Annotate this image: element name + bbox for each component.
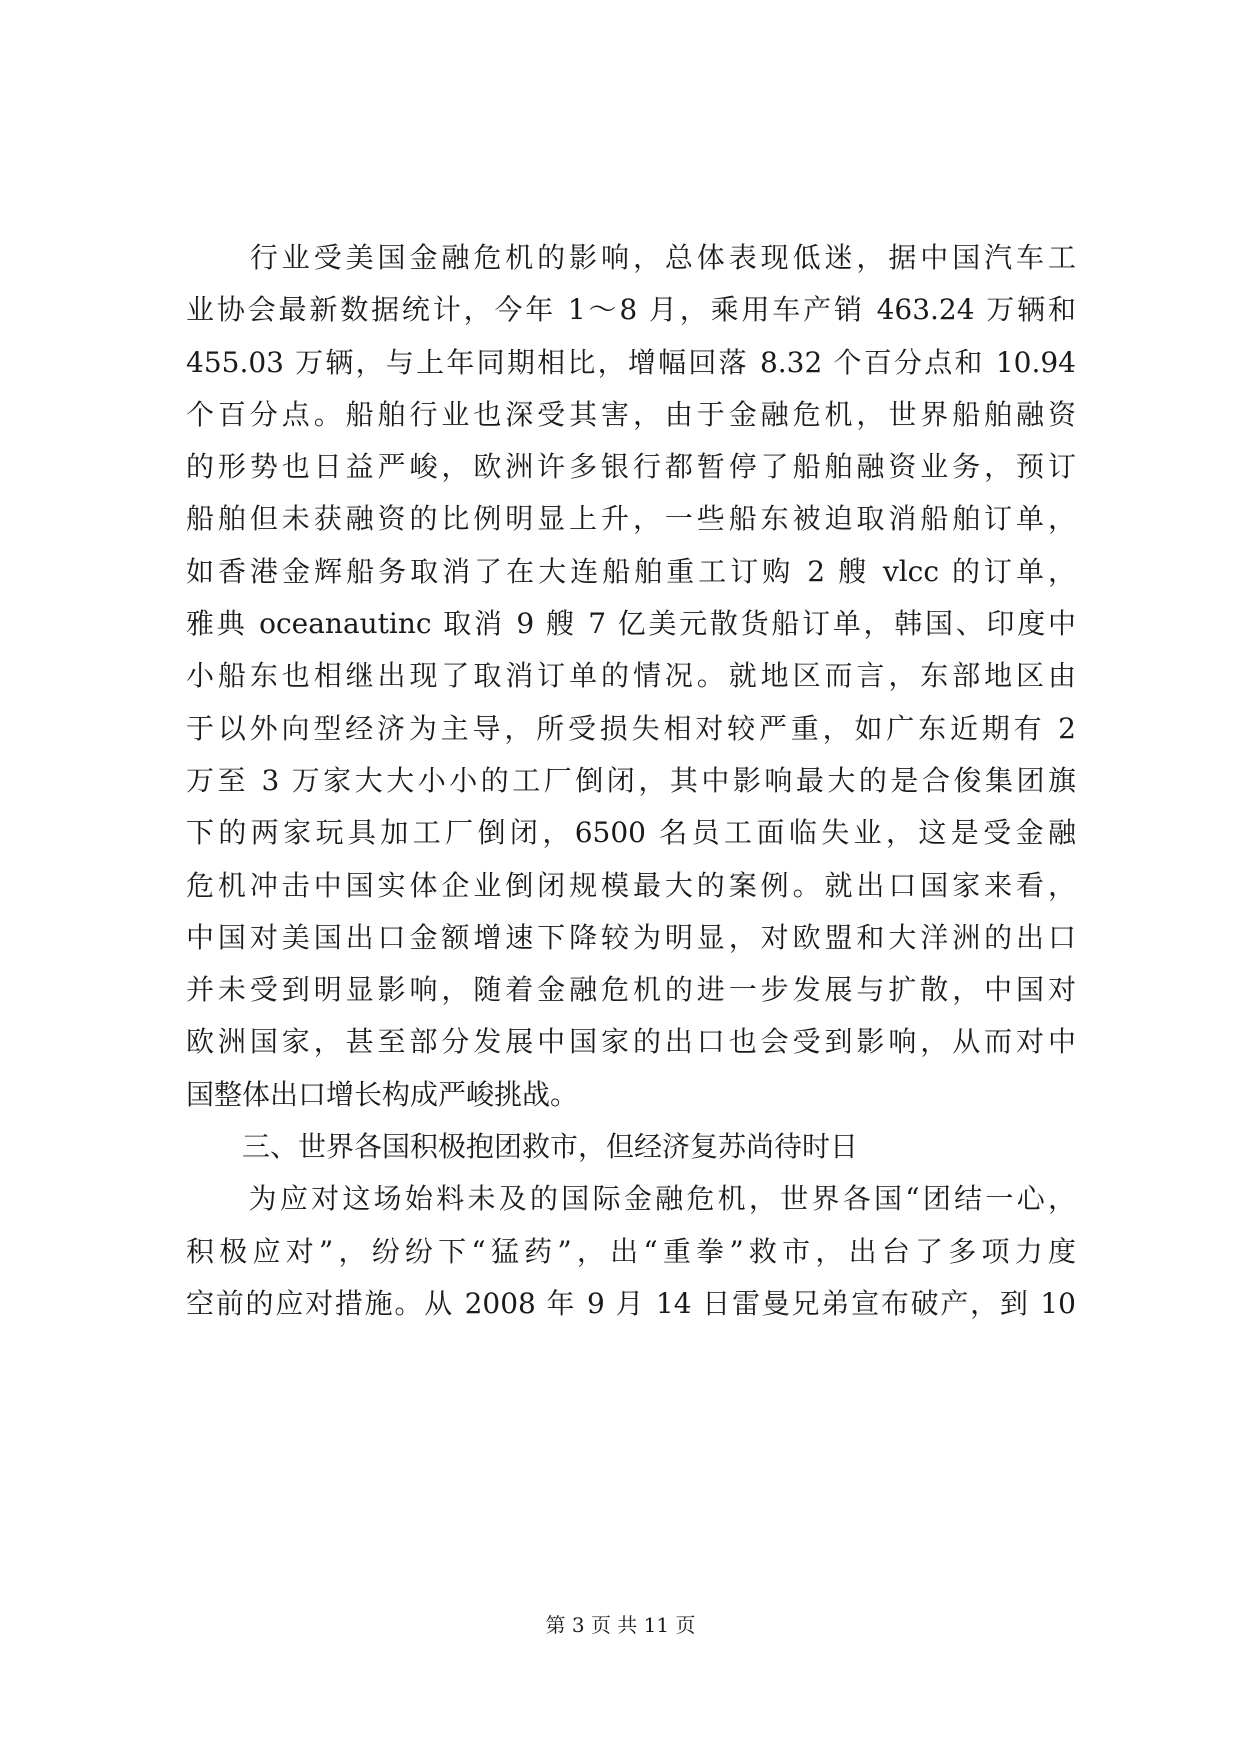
text-line: 中国对美国出口金额增速下降较为明显，对欧盟和大洋洲的出口 (186, 920, 1076, 954)
text-line: 的形势也日益严峻，欧洲许多银行都暂停了船舶融资业务，预订 (186, 450, 1076, 484)
text-line: 于以外向型经济为主导，所受损失相对较严重，如广东近期有 2 (186, 711, 1076, 745)
text-line: 个百分点。船舶行业也深受其害，由于金融危机，世界船舶融资 (186, 397, 1076, 431)
text-line: 并未受到明显影响，随着金融危机的进一步发展与扩散，中国对 (186, 973, 1076, 1007)
section-heading: 三、世界各国积极抱团救市，但经济复苏尚待时日 (186, 1130, 859, 1164)
text-line: 雅典 oceanautinc 取消 9 艘 7 亿美元散货船订单，韩国、印度中 (186, 607, 1076, 641)
text-line: 下的两家玩具加工厂倒闭，6500 名员工面临失业，这是受金融 (186, 816, 1076, 850)
text-line: 船舶但未获融资的比例明显上升，一些船东被迫取消船舶订单， (186, 502, 1076, 536)
text-line: 积极应对”，纷纷下“猛药”，出“重拳”救市，出台了多项力度 (186, 1234, 1076, 1268)
text-line: 小船东也相继出现了取消订单的情况。就地区而言，东部地区由 (186, 659, 1076, 693)
page-number-footer: 第 3 页 共 11 页 (545, 1613, 696, 1637)
text-line: 455.03 万辆，与上年同期相比，增幅回落 8.32 个百分点和 10.94 (186, 345, 1076, 379)
text-line: 危机冲击中国实体企业倒闭规模最大的案例。就出口国家来看， (186, 868, 1076, 902)
text-line: 业协会最新数据统计，今年 1～8 月，乘用车产销 463.24 万辆和 (186, 293, 1076, 327)
body-text (186, 232, 1076, 1330)
text-line: 空前的应对措施。从 2008 年 9 月 14 日雷曼兄弟宣布破产，到 10 (186, 1286, 1076, 1320)
text-line: 国整体出口增长构成严峻挑战。 (186, 1077, 579, 1111)
text-line: 为应对这场始料未及的国际金融危机，世界各国“团结一心， (186, 1182, 1076, 1216)
text-line: 欧洲国家，甚至部分发展中国家的出口也会受到影响，从而对中 (186, 1025, 1076, 1059)
text-line: 行业受美国金融危机的影响，总体表现低迷，据中国汽车工 (186, 241, 1076, 274)
text-line: 万至 3 万家大大小小的工厂倒闭，其中影响最大的是合俊集团旗 (186, 763, 1076, 797)
text-line: 如香港金辉船务取消了在大连船舶重工订购 2 艘 vlcc 的订单， (186, 554, 1076, 588)
